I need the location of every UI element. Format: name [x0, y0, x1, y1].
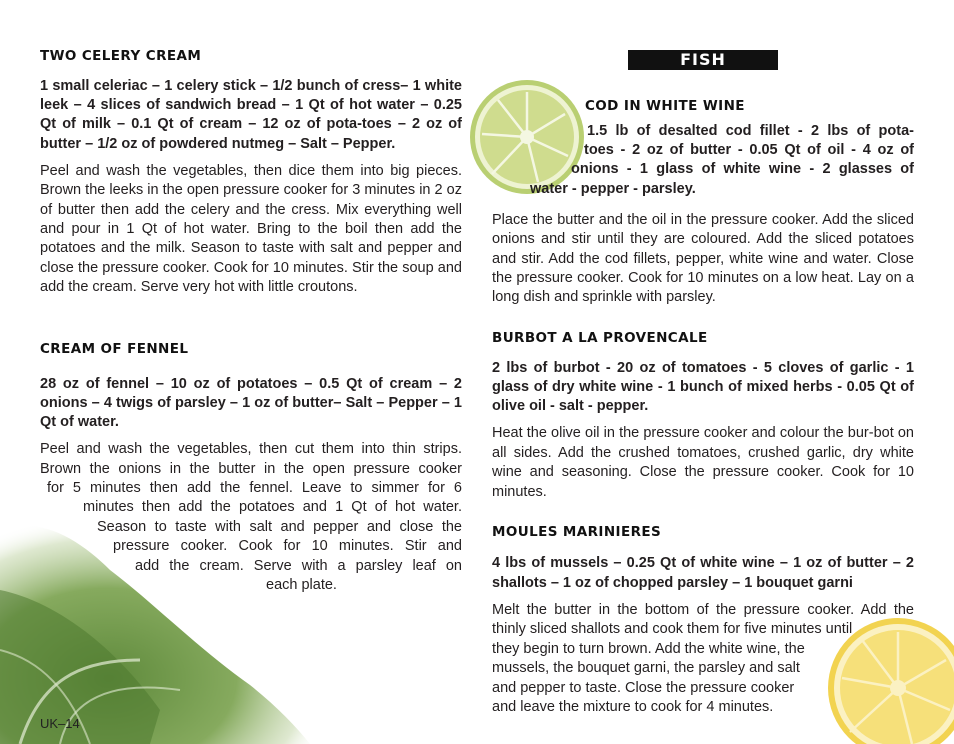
ingredient-line: toes - 2 oz of butter - 0.05 Qt of oil - 4 oz of: [584, 142, 914, 159]
method-line: and pepper to taste. Close the pressure cooker: [492, 679, 795, 696]
method-line: they begin to turn brown. Add the white wine, the: [492, 640, 805, 657]
recipe-cream-of-fennel: [40, 341, 462, 596]
recipe-title: MOULES MARINIERES: [492, 524, 662, 541]
method-line: each plate.: [266, 577, 337, 594]
recipe-cod-in-white-wine: [492, 98, 914, 308]
method-line: pressure cooker. Cook for 10 minutes. Stir and: [113, 538, 462, 555]
method-line: Melt the butter in the bottom of the pressure cooker. Add the: [492, 602, 914, 619]
page-number: UK–14: [40, 716, 80, 731]
method-line: for 5 minutes then add the fennel. Leave to simmer for 6: [47, 480, 462, 497]
right-column: [492, 48, 914, 718]
recipe-method: Place the butter and the oil in the pressure cooker. Add the sliced onions and stir until they are coloured. Add the sliced potatoes and stir. Add the cod fillets, pepper, white wine and water. Close the pressure cooker. Cook for 10 minutes on a low heat. Lay on a long dish and sprinkle with parsley.: [492, 211, 914, 306]
recipe-title: TWO CELERY CREAM: [40, 48, 202, 64]
recipe-ingredients: 1 small celeriac – 1 celery stick – 1/2 bunch of cress– 1 white leek – 4 slices of sandwich bread – 1 Qt of hot water – 0.25 Qt of milk – 0.1 Qt of cream – 12 oz of pota-toes – 2 oz of butter – 1/2 oz of powdered nutmeg – Salt – Pepper.: [40, 78, 462, 152]
method-line: Season to taste with salt and pepper and close the: [97, 518, 462, 535]
ingredient-line: water - pepper - parsley.: [530, 180, 696, 197]
recipe-method: Peel and wash the vegetables, then dice them into big pieces. Brown the leeks in the open pressure cooker for 3 minutes in 2 oz of butter then add the celery and the cress. Mix everything well and pour in 1 Qt of hot water. Bring to the boil then add the potatoes and the milk. Season to taste with salt and pepper and close the pressure cooker. Cook for 10 minutes. Stir the soup and add the cream. Serve very hot with little croutons.: [40, 162, 462, 296]
recipe-burbot-a-la-provencale: [492, 330, 914, 502]
fish-banner: FISH: [628, 50, 778, 70]
method-line: mussels, the bouquet garni, the parsley and salt: [492, 660, 800, 677]
recipe-two-celery-cream: [40, 48, 462, 298]
recipe-ingredients: 28 oz of fennel – 10 oz of potatoes – 0.5 Qt of cream – 2 onions – 4 twigs of parsley – 1 oz of butter– Salt – Pepper – 1 Qt of water.: [40, 375, 462, 431]
recipe-title: CREAM OF FENNEL: [40, 340, 189, 357]
recipe-method: [492, 601, 914, 717]
method-line: thinly sliced shallots and cook them for five minutes until: [492, 621, 853, 638]
method-line: minutes then add the potatoes and 1 Qt of hot water.: [83, 499, 462, 516]
recipe-ingredients: 2 lbs of burbot - 20 oz of tomatoes - 5 cloves of garlic - 1 glass of dry white wine - 1 bunch of mixed herbs - 0.05 Qt of olive oil - salt - pepper.: [492, 359, 914, 415]
left-column: [40, 48, 462, 596]
ingredient-line: 1.5 lb of desalted cod fillet - 2 lbs of pota-: [587, 123, 914, 139]
recipe-method: Heat the olive oil in the pressure cooker and colour the bur-bot on all sides. Add the crushed tomatoes, crushed garlic, dry white wine and seasoning. Close the pressure cooker. Cook for 10 minutes.: [492, 425, 914, 500]
method-line: and leave the mixture to cook for 4 minutes.: [492, 699, 774, 716]
recipe-title: COD IN WHITE WINE: [585, 98, 745, 114]
ingredient-line: onions - 1 glass of white wine - 2 glasses of: [571, 161, 914, 178]
recipe-title: BURBOT A LA PROVENCALE: [492, 329, 708, 346]
recipe-ingredients: 4 lbs of mussels – 0.25 Qt of white wine – 1 oz of butter – 2 shallots – 1 oz of chopped parsley – 1 bouquet garni: [492, 555, 914, 592]
method-line: add the cream. Serve with a parsley leaf on: [135, 557, 462, 574]
method-line: Peel and wash the vegetables, then cut them into thin strips.: [40, 441, 462, 458]
recipe-method: [40, 440, 462, 595]
recipe-ingredients: [492, 122, 914, 199]
recipe-moules-marinieres: [492, 524, 914, 717]
method-line: Brown the onions in the butter in the open pressure cooker: [40, 460, 462, 477]
